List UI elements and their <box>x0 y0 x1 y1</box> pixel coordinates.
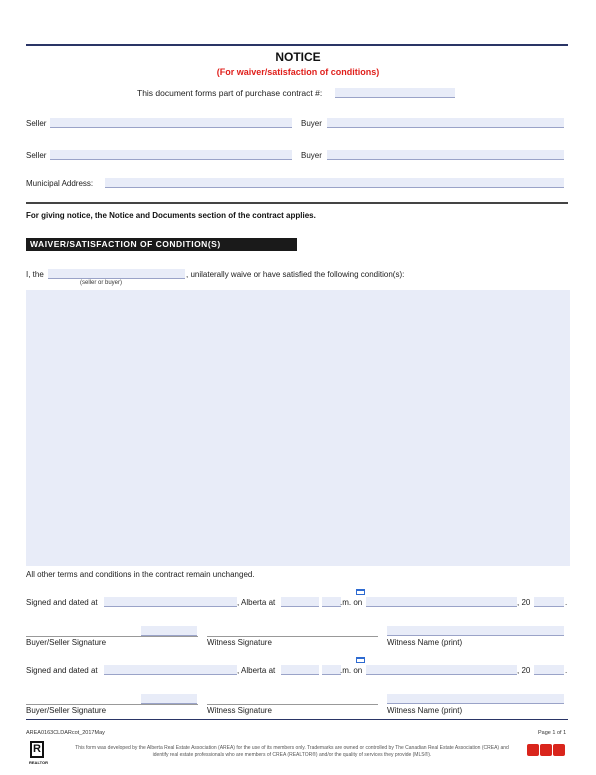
municipal-address-label: Municipal Address: <box>26 179 94 188</box>
footer-rule <box>26 719 568 720</box>
period-2: . <box>565 666 568 675</box>
twenty-label-2: , 20 <box>517 666 531 675</box>
page-title: NOTICE <box>275 50 321 64</box>
buyer-label-1: Buyer <box>301 119 322 128</box>
form-code: AREA0163CLDARcot_2017May <box>26 730 105 736</box>
waive-text: , unilaterally waive or have satisfied the following condition(s): <box>186 270 405 279</box>
calendar-icon[interactable] <box>356 589 365 595</box>
m-on-label-1: .m. on <box>340 598 363 607</box>
mls-logo <box>527 744 566 758</box>
witness-signature-line-1 <box>207 636 378 637</box>
buyer-label-2: Buyer <box>301 151 322 160</box>
signed-place-field-2[interactable] <box>104 665 237 675</box>
page-number: Page 1 of 1 <box>538 730 567 736</box>
unchanged-text: All other terms and conditions in the contract remain unchanged. <box>26 570 255 579</box>
page-subtitle: (For waiver/satisfaction of conditions) <box>216 67 380 77</box>
buyer-seller-sig-label-1: Buyer/Seller Signature <box>26 638 107 647</box>
alberta-at-label-1: , Alberta at <box>237 598 276 607</box>
buyer-field-2[interactable] <box>327 150 564 160</box>
time-field-1[interactable] <box>281 597 319 607</box>
signed-label-2: Signed and dated at <box>26 666 98 675</box>
signed-label-1: Signed and dated at <box>26 598 98 607</box>
buyer-seller-signature-1[interactable] <box>141 626 197 636</box>
buyer-seller-sig-label-2: Buyer/Seller Signature <box>26 706 107 715</box>
buyer-field-1[interactable] <box>327 118 564 128</box>
seller-field-2[interactable] <box>50 150 292 160</box>
period-1: . <box>565 598 568 607</box>
witness-sig-label-2: Witness Signature <box>207 706 272 715</box>
seller-or-buyer-note: (seller or buyer) <box>80 280 123 286</box>
footer-disclaimer: This form was developed by the Alberta Real Estate Association (AREA) for the use of its members only. Trademarks are owned or controlled by The Canadian Real Estate Association (CREA) and identify real estate professionals who are members of CREA (REALTOR®) and/or the quality of services they provide (MLS®). <box>75 745 509 758</box>
section-divider <box>26 202 568 204</box>
witness-name-field-2[interactable] <box>387 694 564 704</box>
conditions-textarea[interactable] <box>26 290 570 566</box>
seller-label-1: Seller <box>26 119 47 128</box>
top-rule <box>26 44 568 46</box>
buyer-seller-signature-2[interactable] <box>141 694 197 704</box>
calendar-icon[interactable] <box>356 657 365 663</box>
witness-name-label-2: Witness Name (print) <box>387 706 463 715</box>
ampm-field-1[interactable] <box>322 597 341 607</box>
seller-label-2: Seller <box>26 151 47 160</box>
witness-sig-label-1: Witness Signature <box>207 638 272 647</box>
alberta-at-label-2: , Alberta at <box>237 666 276 675</box>
buyer-seller-signature-line-1 <box>26 636 198 637</box>
realtor-wordmark: REALTOR <box>29 760 48 765</box>
year-field-1[interactable] <box>534 597 564 607</box>
seller-field-1[interactable] <box>50 118 292 128</box>
seller-or-buyer-field[interactable] <box>48 269 185 279</box>
buyer-seller-signature-line-2 <box>26 704 198 705</box>
witness-name-field-1[interactable] <box>387 626 564 636</box>
time-field-2[interactable] <box>281 665 319 675</box>
witness-name-label-1: Witness Name (print) <box>387 638 463 647</box>
twenty-label-1: , 20 <box>517 598 531 607</box>
i-the-label: I, the <box>26 270 44 279</box>
contract-number-field[interactable] <box>335 88 455 98</box>
waiver-section-header: WAIVER/SATISFACTION OF CONDITION(S) <box>26 238 297 251</box>
signed-place-field-1[interactable] <box>104 597 237 607</box>
m-on-label-2: .m. on <box>340 666 363 675</box>
witness-signature-line-2 <box>207 704 378 705</box>
realtor-logo: R <box>30 741 44 758</box>
notice-note: For giving notice, the Notice and Documents section of the contract applies. <box>26 211 316 220</box>
contract-number-label: This document forms part of purchase contract #: <box>137 88 323 98</box>
municipal-address-field[interactable] <box>105 178 564 188</box>
year-field-2[interactable] <box>534 665 564 675</box>
date-field-1[interactable] <box>366 597 517 607</box>
ampm-field-2[interactable] <box>322 665 341 675</box>
date-field-2[interactable] <box>366 665 517 675</box>
